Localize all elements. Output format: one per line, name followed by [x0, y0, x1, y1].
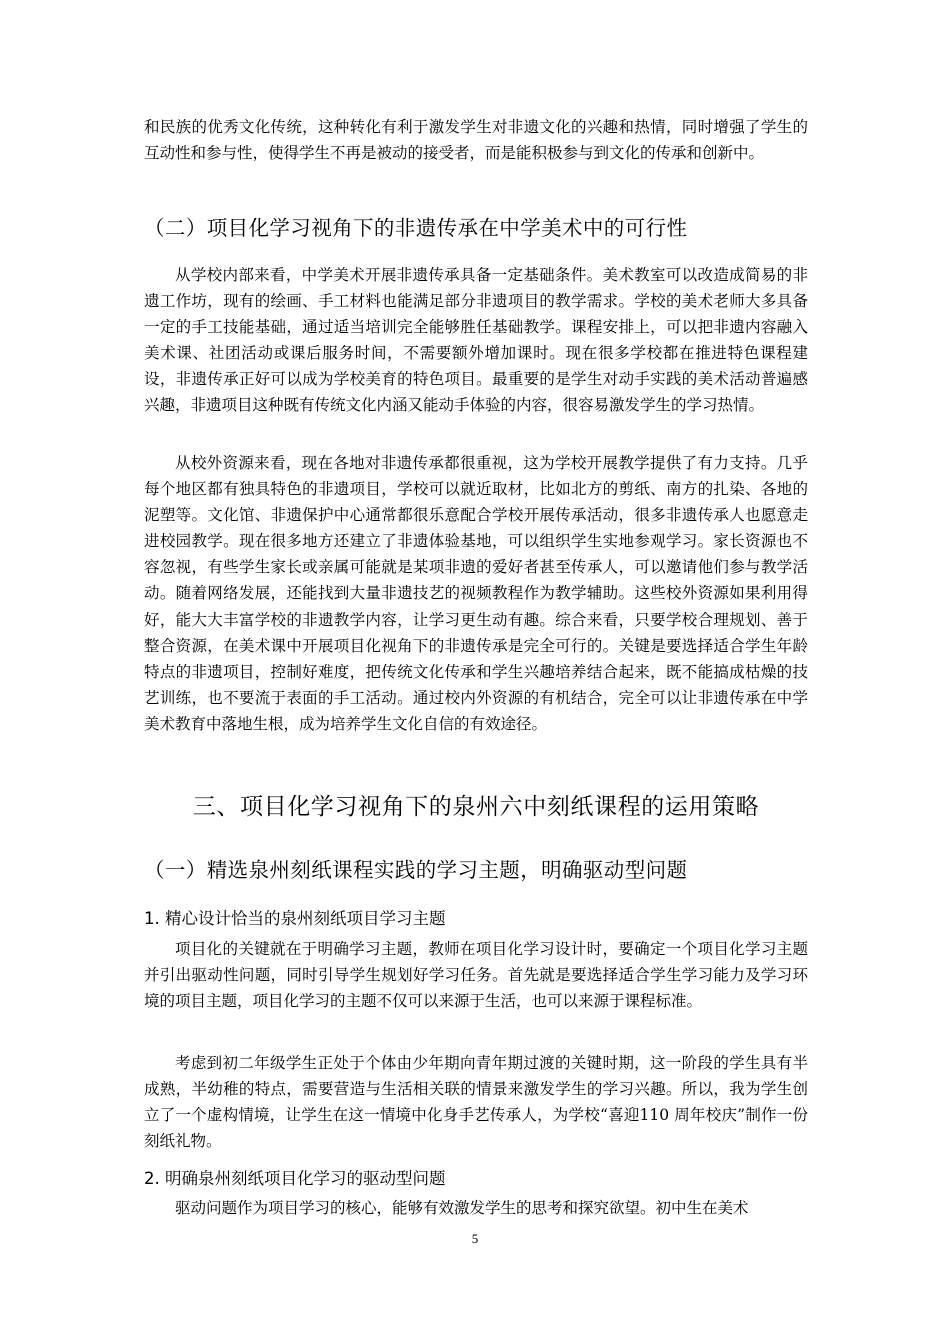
intro-paragraph: 和民族的优秀文化传统，这种转化有利于激发学生对非遗文化的兴趣和热情，同时增强了学生的互动性和参与性，使得学生不再是被动的接受者，而是能积极参与到文化的传承和创新中。	[144, 118, 808, 163]
section-2-2-paragraph-1: 从学校内部来看，中学美术开展非遗传承具备一定基础条件。美术教室可以改造成简易的非遗工作坊，现有的绘画、手工材料也能满足部分非遗项目的教学需求。学校的美术老师大多具备一定的手工技能基础，通过适当培训完全能够胜任基础教学。课程安排上，可以把非遗内容融入美术课、社团活动或课后服务时间，不需要额外增加课时。现在很多学校都在推进特色课程建设，非遗传承正好可以成为学校美育的特色项目。最重要的是学生对动手实践的美术活动普遍感兴趣，非遗项目这种既有传统文化内涵又能动手体验的内容，很容易激发学生的学习热情。	[144, 266, 808, 415]
item-1-paragraph-2: 考虑到初二年级学生正处于个体由少年期向青年期过渡的关键时期，这一阶段的学生具有半成熟，半幼稚的特点，需要营造与生活相关联的情景来激发学生的学习兴趣。所以，我为学生创立了一个虚构情境，让学生在这一情境中化身手艺传承人，为学校“喜迎110 周年校庆”制作一份刻纸礼物。	[144, 1054, 808, 1151]
section-2-2-paragraph-2: 从校外资源来看，现在各地对非遗传承都很重视，这为学校开展教学提供了有力支持。几乎每个地区都有独具特色的非遗项目，学校可以就近取材，比如北方的剪纸、南方的扎染、各地的泥塑等。文化馆、非遗保护中心通常都很乐意配合学校开展传承活动，很多非遗传承人也愿意走进校园教学。现在很多地方还建立了非遗体验基地，可以组织学生实地参观学习。家长资源也不容忽视，有些学生家长或亲属可能就是某项非遗的爱好者甚至传承人，可以邀请他们参与教学活动。随着网络发展，还能找到大量非遗技艺的视频教程作为教学辅助。这些校外资源如果利用得好，能大大丰富学校的非遗教学内容，让学习更生动有趣。综合来看，只要学校合理规划、善于整合资源，在美术课中开展项目化视角下的非遗传承是完全可行的。关键是要选择适合学生年龄特点的非遗项目，控制好难度，把传统文化传承和学生兴趣培养结合起来，既不能搞成枯燥的技艺训练，也不要流于表面的手工活动。通过校内外资源的有机结合，完全可以让非遗传承在中学美术教育中落地生根，成为培养学生文化自信的有效途径。	[144, 454, 808, 733]
section-2-2-heading: （二）项目化学习视角下的非遗传承在中学美术中的可行性	[144, 216, 688, 240]
section-3-1-heading: （一）精选泉州刻纸课程实践的学习主题，明确驱动型问题	[144, 858, 688, 882]
item-1-heading: 1. 精心设计恰当的泉州刻纸项目学习主题	[144, 909, 446, 928]
section-3-heading: 三、项目化学习视角下的泉州六中刻纸课程的运用策略	[192, 794, 760, 820]
item-2-heading: 2. 明确泉州刻纸项目化学习的驱动型问题	[144, 1169, 446, 1188]
page-number: 5	[471, 1231, 479, 1246]
item-2-paragraph-1: 驱动问题作为项目学习的核心，能够有效激发学生的思考和探究欲望。初中生在美术	[175, 1199, 749, 1217]
item-1-paragraph-1: 项目化的关键就在于明确学习主题，教师在项目化学习设计时，要确定一个项目化学习主题并引出驱动性问题，同时引导学生规划好学习任务。首先就是要选择适合学生学习能力及学习环境的项目主题，项目化学习的主题不仅可以来源于生活，也可以来源于课程标准。	[144, 940, 808, 1011]
